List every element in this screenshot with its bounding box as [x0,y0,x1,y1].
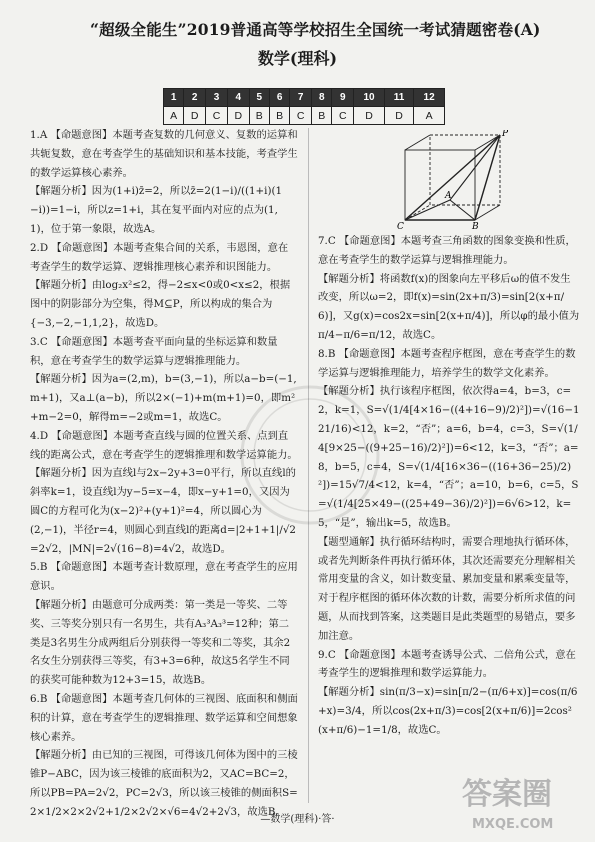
solution-paragraph: 【题型通解】执行循环结构时，需要合理地执行循环体，或者先判断条件再执行循环体，其次还需要充分理解相关常用变量的含义，如计数变量、累加变量和累乘变量等，对于程序框图的循环体次数的计数，需要分析所求值的问题，从而找到答案，这类题目是此类题型的易错点，要多加注意。 [318,535,576,642]
solution-paragraph: 【解题分析】因为(1+i)z̄=2，所以z̄=2(1−i)/((1+i)(1−i))=1−i，所以z=1+i，其在复平面内对应的点为(1,1)，位于第一象限，故选A。 [30,185,283,235]
solution-paragraph: 【解题分析】由题意可分成两类：第一类是一等奖、二等奖、三等奖分别只有一名男生，共有A₃³A₃³=12种；第二类是3名男生分成两组后分别获得一等奖和二等奖，其余2名女生分别获得三等奖，有3+3=6种，故这5名学生不同的获奖可能种数为12+3=15，故选B。 [30,598,291,687]
solution-paragraph: 6.B 【命题意图】本题考查几何体的三视图、底面积和侧面积的计算，意在考查学生的逻辑推理、数学运算和空间想象核心素养。 [30,692,298,743]
solution-paragraph: 【解题分析】将函数f(x)的图象向左平移后ω的值不发生改变，所以ω=2，即f(x)=sin(2x+π/3)=sin[2(x+π/6)]，又g(x)=cos2x=sin[2(x+π/4)]，所以φ的最小值为π/4−π/6=π/12，故选C。 [318,272,580,341]
answer-cell: D [227,107,249,125]
question-number: 1 [164,89,184,107]
answer-cell: B [249,107,269,125]
exam-title: “超级全能生”2019普通高等学校招生全国统一考试猜题密卷(A) [90,20,541,39]
figure-label-b: B [472,222,479,230]
solution-paragraph: 7.C 【命题意图】本题考查三角函数的图象变换和性质，意在考查学生的数学运算与逻辑推理能力。 [318,235,576,266]
answer-cell: D [384,107,413,125]
figure-label-a: A [445,191,452,201]
solution-paragraph: 3.C 【命题意图】本题考查平面向量的坐标运算和数量积，意在考查学生的数学运算与逻辑推理能力。 [30,335,278,367]
cube-figure [375,130,525,230]
logo-text: 答案圈 [462,777,552,812]
question-number: 10 [354,89,385,107]
answer-cell: C [206,107,228,125]
answer-cell: D [184,107,206,125]
answer-key-table [163,88,445,125]
figure-label-p: P [502,130,509,139]
solution-paragraph: 【解题分析】因为直线l与2x−2y+3=0平行，所以直线l的斜率k=1，设直线l为y−5=x−4，即x−y+1=0，又因为圆C的方程可化为(x−2)²+(y+1)²=4，所以圆心为(2,−1)，半径r=4，则圆心到直线l的距离d=|2+1+1|/√2=2√2，|MN|=2√(16−8)=4√2，故选D。 [30,467,296,555]
answer-cell: D [354,107,385,125]
solution-paragraph: 【解题分析】由log₂x²≤2，得−2≤x<0或0<x≤2，根据图中的阴影部分为空集，得M⊆P，所以构成的集合为{−3,−2,−1,1,2}，故选D。 [30,279,291,329]
solution-paragraph: 9.C 【命题意图】本题考查诱导公式、二倍角公式，意在考查学生的逻辑推理和数学运算能力。 [318,648,576,680]
solution-paragraph: 1.A 【命题意图】本题考查复数的几何意义、复数的运算和共轭复数，意在考查学生的基础知识和基本技能，考查学生的数学运算核心素养。 [30,129,298,179]
question-number: 4 [227,89,249,107]
solution-paragraph: 【解题分析】由已知的三视图，可得该几何体为图中的三棱锥P−ABC，因为该三棱锥的底面积为2，又AC=BC=2，所以PB=PA=2√2，PC=2√3，所以该三棱锥的侧面积S=2×1/2×2×2√2+1/2×2√2×√6=4√2+2√3，故选B。 [30,749,298,818]
question-number: 2 [184,89,206,107]
answer-key-answers-row [164,107,445,125]
question-number: 5 [249,89,269,107]
question-number: 3 [206,89,228,107]
question-number: 9 [332,89,354,107]
question-number: 6 [269,89,289,107]
page-footer: —数学(理科)·答· [260,814,335,825]
question-number: 11 [384,89,413,107]
solution-paragraph: 【解题分析】sin(π/3−x)=sin[π/2−(π/6+x)]=cos(π/6+x)=3/4，所以cos(2x+π/3)=cos[2(x+π/6)]=2cos²(x+π/6)−1=1/8，故选C。 [318,686,578,736]
question-number: 12 [414,89,445,107]
solution-paragraph: 2.D 【命题意图】本题考查集合间的关系，韦恩图，意在考查学生的数学运算、逻辑推理核心素养和识图能力。 [30,241,289,273]
question-number: 7 [290,89,312,107]
answer-cell: C [290,107,312,125]
answer-cell: A [164,107,184,125]
answer-key-numbers-row [164,89,445,107]
answer-cell: C [332,107,354,125]
solution-paragraph: 5.B 【命题意图】本题考查计数原理，意在考查学生的应用意识。 [30,561,298,593]
solution-paragraph: 8.B 【命题意图】本题考查程序框图，意在考查学生的数学运算与逻辑推理能力，培养学生的数学文化素养。 [318,347,576,379]
answer-cell: B [269,107,289,125]
solution-paragraph: 4.D 【命题意图】本题考查直线与圆的位置关系、点到直线的距离公式，意在考查学生的逻辑推理和数学运算能力。 [30,429,298,461]
solution-paragraph: 【解题分析】因为a=(2,m)，b=(3,−1)，所以a−b=(−1,m+1)，又a⊥(a−b)，所以2×(−1)+m(m+1)=0，即m²+m−2=0，解得m=−2或m=1，故选C。 [30,373,297,423]
question-number: 8 [312,89,332,107]
logo-url: MXQE.COM [472,817,554,832]
exam-subject: 数学(理科) [257,49,338,68]
solution-paragraph: 【解题分析】执行该程序框图，依次得a=4，b=3，c=2，k=1，S=√(1/4[4×16−((4+16−9)/2)²])=√(16−121/16)<12，k=2，“否”；a=6，b=4，c=3，S=√(1/4[9×25−((9+25−16)/2)²])=6<12，k=3，“否”；a=8，b=5，c=4，S=√(1/4[16×36−((16+36−25)/2)²])=15√7/4<12，k=4，“否”；a=10，b=6，c=5，S=√(1/4[25×49−((25+49−36)/2)²])=6√6>12，k=5，“是”，输出k=5，故选B。 [318,385,580,529]
watermark-stamp [235,380,385,530]
figure-label-c: C [397,222,404,230]
answer-cell: B [312,107,332,125]
site-logo-watermark [458,766,588,836]
answer-cell: A [414,107,445,125]
